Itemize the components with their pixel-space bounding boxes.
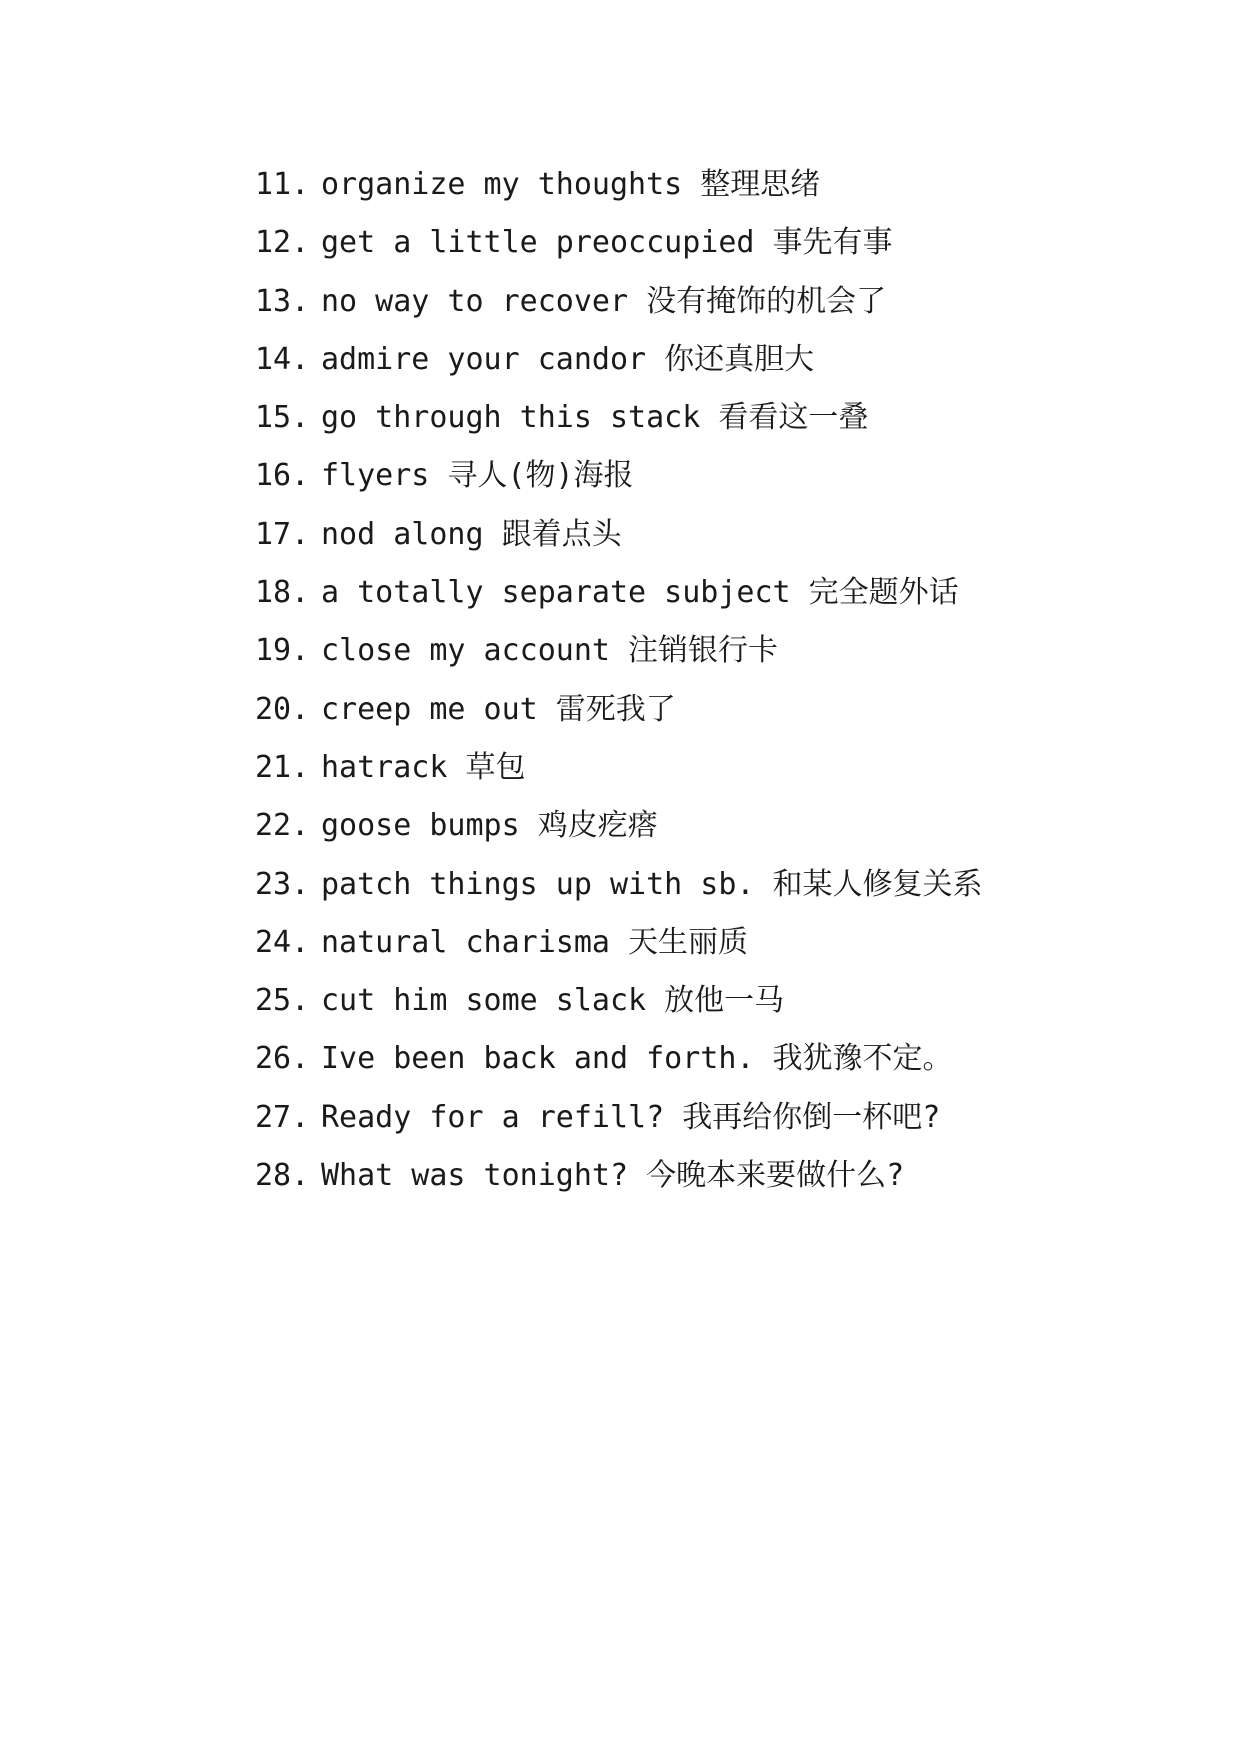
list-item: [255, 863, 983, 921]
list-item: [255, 513, 983, 571]
item-number: 23.: [255, 866, 310, 902]
item-text: What was tonight? 今晚本来要做什么?: [321, 1158, 905, 1194]
item-text: no way to recover 没有掩饰的机会了: [321, 283, 887, 319]
item-number: 13.: [255, 283, 310, 319]
item-text: nod along 跟着点头: [321, 516, 622, 552]
item-text: organize my thoughts 整理思绪: [321, 167, 821, 202]
list-item: [255, 1096, 983, 1154]
list-item: [255, 629, 983, 687]
list-item: [255, 454, 983, 512]
item-text: admire your candor 你还真胆大: [321, 341, 815, 377]
list-item: [255, 338, 983, 396]
item-number: 15.: [255, 400, 310, 436]
item-text: patch things up with sb. 和某人修复关系: [321, 866, 983, 902]
item-text: goose bumps 鸡皮疙瘩: [321, 808, 658, 844]
item-number: 11.: [255, 167, 310, 202]
item-number: 17.: [255, 516, 310, 552]
item-number: 16.: [255, 458, 310, 494]
list-item: [255, 979, 983, 1037]
item-text: cut him some slack 放他一马: [321, 983, 785, 1019]
list-item: [255, 396, 983, 454]
list-item: [255, 221, 983, 279]
list-item: [255, 571, 983, 629]
item-text: Ive been back and forth. 我犹豫不定。: [321, 1041, 953, 1077]
item-number: 20.: [255, 691, 310, 727]
phrase-list: [255, 163, 983, 1212]
list-item: [255, 1037, 983, 1095]
item-number: 27.: [255, 1099, 310, 1135]
item-text: get a little preoccupied 事先有事: [321, 225, 893, 261]
item-text: a totally separate subject 完全题外话: [321, 575, 959, 611]
item-number: 19.: [255, 633, 310, 669]
item-number: 28.: [255, 1158, 310, 1194]
item-number: 18.: [255, 575, 310, 611]
item-text: creep me out 雷死我了: [321, 691, 676, 727]
item-text: go through this stack 看看这一叠: [321, 400, 869, 436]
item-text: hatrack 草包: [321, 749, 526, 785]
list-item: [255, 163, 983, 221]
item-text: Ready for a refill? 我再给你倒一杯吧?: [321, 1099, 941, 1135]
item-number: 21.: [255, 749, 310, 785]
list-item: [255, 280, 983, 338]
item-number: 24.: [255, 924, 310, 960]
list-item: [255, 804, 983, 862]
item-number: 26.: [255, 1041, 310, 1077]
item-number: 12.: [255, 225, 310, 261]
item-number: 14.: [255, 341, 310, 377]
item-text: close my account 注销银行卡: [321, 633, 779, 669]
item-text: natural charisma 天生丽质: [321, 924, 749, 960]
list-item: [255, 921, 983, 979]
list-item: [255, 688, 983, 746]
item-number: 22.: [255, 808, 310, 844]
list-item: [255, 1154, 983, 1212]
item-text: flyers 寻人(物)海报: [321, 458, 634, 494]
item-number: 25.: [255, 983, 310, 1019]
list-item: [255, 746, 983, 804]
